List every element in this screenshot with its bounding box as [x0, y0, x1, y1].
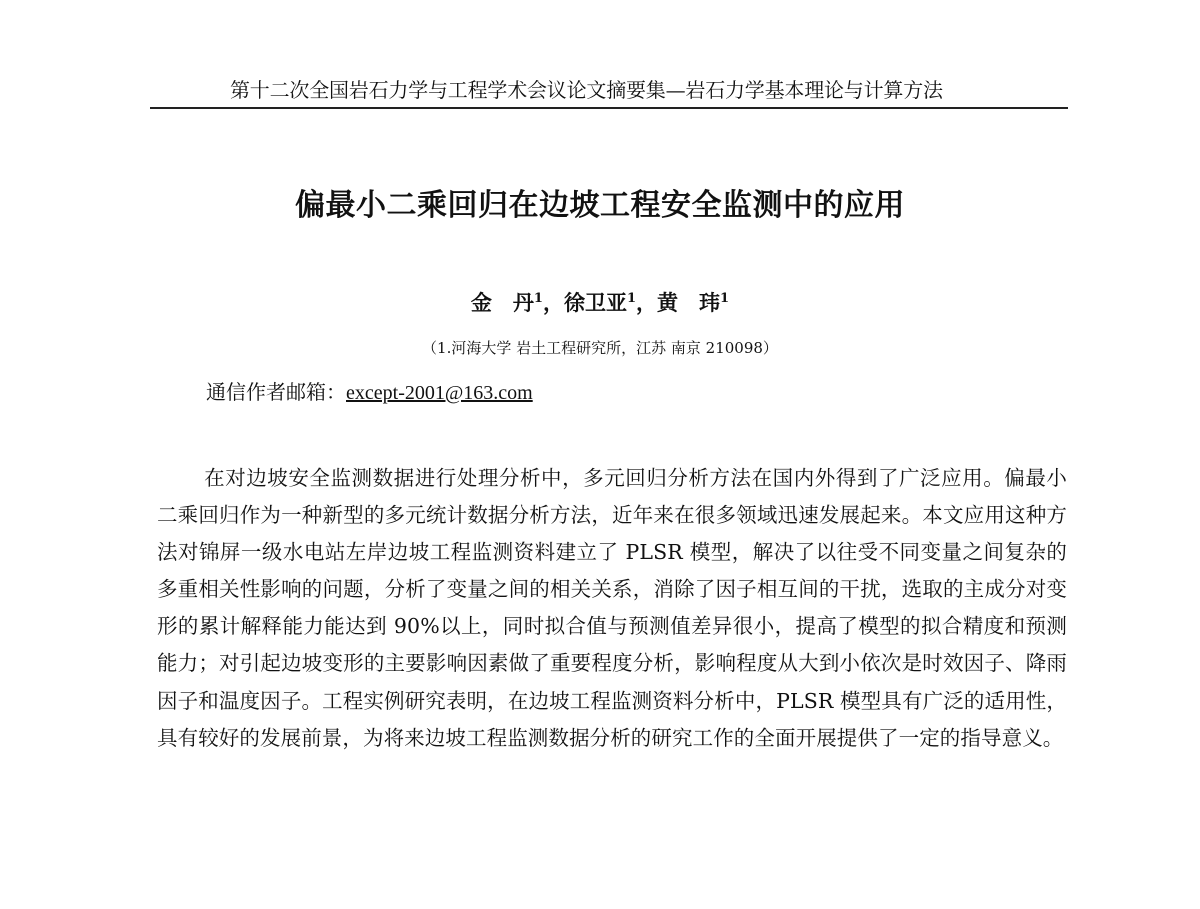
- author-name: 金 丹: [470, 290, 534, 315]
- running-header-text: 第十二次全国岩石力学与工程学术会议论文摘要集—岩石力学基本理论与计算方法: [230, 78, 943, 102]
- author-list: [0, 283, 1200, 319]
- paper-title: 偏最小二乘回归在边坡工程安全监测中的应用: [295, 188, 905, 223]
- contact-label: 通信作者邮箱：: [206, 380, 346, 404]
- author-separator: ，: [542, 290, 564, 315]
- affiliation-mark: 1: [533, 291, 543, 306]
- author-affiliation: （1.河海大学 岩土工程研究所，江苏 南京 210098）: [422, 339, 778, 357]
- author-name: 徐卫亚: [563, 290, 627, 315]
- header-rule: [150, 107, 1068, 109]
- author-name: 黄 玮: [657, 290, 721, 315]
- affiliation-mark: 1: [720, 291, 730, 306]
- email-link[interactable]: except-2001@163.com: [346, 382, 533, 404]
- running-header: [150, 76, 1068, 110]
- abstract-paragraph: 在对边坡安全监测数据进行处理分析中，多元回归分析方法在国内外得到了广泛应用。偏最小二乘回归作为一种新型的多元统计数据分析方法，近年来在很多领域迅速发展起来。本文应用这种方法对锦屏一级水电站左岸边坡工程监测资料建立了 PLSR 模型，解决了以往受不同变量之间复杂的多重相关性影响的问题，分析了变量之间的相关关系，消除了因子相互间的干扰，选取的主成分对变形的累计解释能力能达到 90%以上，同时拟合值与预测值差异很小，提高了模型的拟合精度和预测能力；对引起边坡变形的主要影响因素做了重要程度分析，影响程度从大到小依次是时效因子、降雨因子和温度因子。工程实例研究表明，在边坡工程监测资料分析中，PLSR 模型具有广泛的适用性，具有较好的发展前景，为将来边坡工程监测数据分析的研究工作的全面开展提供了一定的指导意义。: [157, 466, 1067, 750]
- author-separator: ，: [636, 290, 658, 315]
- affiliation-mark: 1: [626, 291, 637, 306]
- contact-line: [206, 376, 533, 409]
